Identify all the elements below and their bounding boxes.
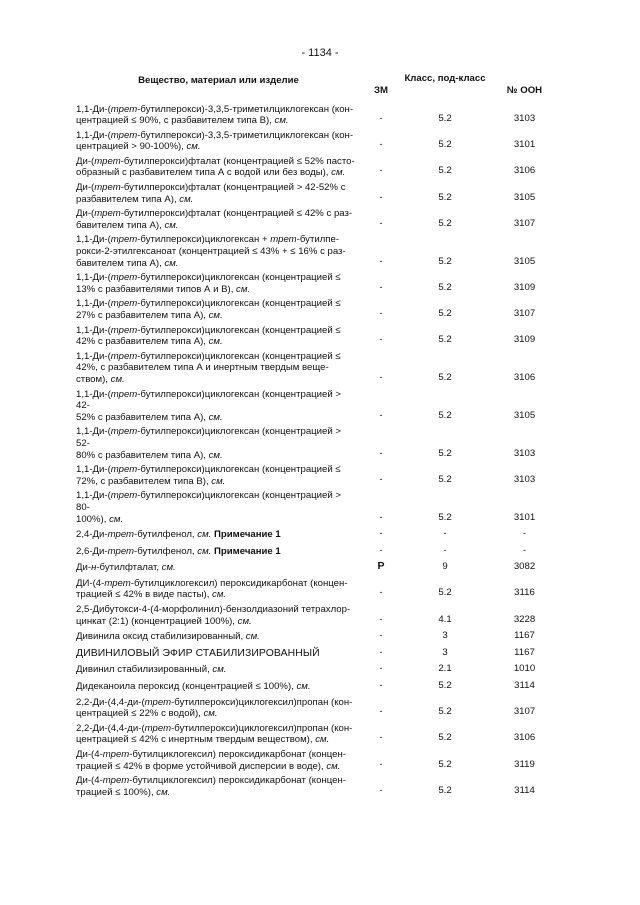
substance-name-cell: 1,1-Ди-(трет-бутилперокси)циклогексан (концентрацией ≤ 42%, с разбавителем типа А и инертным твердым веще- ством), см.: [76, 350, 341, 385]
class-cell: 5.2: [438, 706, 452, 718]
zm-cell: -: [379, 680, 383, 692]
substance-name-cell: ДИВИНИЛОВЫЙ ЭФИР СТАБИЛИЗИРОВАННЫЙ: [76, 647, 320, 659]
table-row: [76, 577, 560, 603]
un-number-cell: 3103: [513, 113, 536, 125]
table-row: [76, 629, 560, 646]
zm-cell: -: [379, 784, 383, 796]
substance-name-cell: 2,2-Ди-(4,4-ди-(трет-бутилперокси)циклогексил)пропан (кон- центрацией ≤ 22% с водой), см.: [76, 696, 353, 720]
class-cell: 5.2: [438, 447, 452, 459]
class-cell: 2.1: [438, 663, 452, 675]
column-header-substance: Вещество, материал или изделие: [138, 75, 299, 86]
zm-cell: -: [379, 281, 383, 293]
zm-cell: -: [379, 663, 383, 675]
un-number-cell: 3105: [513, 409, 536, 421]
table-row: [76, 181, 560, 207]
substance-name-cell: ДИ-(4-трет-бутилциклогексил) пероксидикарбонат (концен- трацией ≤ 42% в виде пасты), см.: [76, 577, 348, 601]
class-cell: 5.2: [438, 139, 452, 151]
un-number-cell: 3103: [513, 473, 536, 485]
class-cell: 3: [442, 646, 448, 658]
table-row: [76, 233, 560, 271]
class-cell: -: [443, 544, 447, 556]
zm-cell: -: [379, 113, 383, 125]
zm-cell: -: [379, 528, 383, 540]
class-cell: 5.2: [438, 680, 452, 692]
class-cell: 5.2: [438, 473, 452, 485]
class-cell: 5.2: [438, 409, 452, 421]
zm-cell: -: [379, 255, 383, 267]
substance-name-cell: 1,1-Ди-(трет-бутилперокси)циклогексан (концентрацией > 80- 100%), см.: [76, 490, 341, 525]
substance-name-cell: 2,2-Ди-(4,4-ди-(трет-бутилперокси)циклогексил)пропан (кон- центрацией ≤ 42% с инертным твердым веществом), см.: [76, 722, 353, 746]
class-cell: 3: [442, 630, 448, 642]
zm-cell: -: [379, 165, 383, 177]
table-row: [76, 207, 560, 233]
un-number-cell: -: [522, 544, 527, 556]
class-cell: 4.1: [438, 613, 452, 625]
un-number-cell: 1167: [514, 646, 535, 658]
table-row: [76, 774, 560, 800]
class-cell: 5.2: [438, 165, 452, 177]
substance-name-cell: 1,1-Ди-(трет-бутилперокси)циклогексан (концентрацией > 42- 52% с разбавителем типа А), см.: [76, 388, 341, 423]
un-number-cell: 3114: [514, 680, 535, 692]
class-cell: -: [443, 528, 447, 540]
table-row: [76, 463, 560, 489]
table-row: [76, 297, 560, 323]
zm-cell: P: [377, 560, 385, 573]
un-number-cell: 3082: [513, 561, 536, 573]
zm-cell: -: [379, 646, 383, 658]
class-cell: 5.2: [438, 255, 452, 267]
table-row: [76, 271, 560, 297]
un-number-cell: 3106: [513, 371, 536, 383]
un-number-cell: 3105: [513, 191, 536, 203]
un-number-cell: -: [522, 528, 527, 540]
substance-name-cell: Ди-(трет-бутилперокси)фталат (концентрацией ≤ 52% пасто- образный с разбавителем типа А с водой или без воды), см.: [76, 155, 355, 179]
substance-name-cell: Ди-(трет-бутилперокси)фталат (концентрацией ≤ 42% с раз- бавителем типа А), см.: [76, 208, 353, 231]
class-cell: 5.2: [438, 511, 452, 523]
class-cell: 9: [442, 561, 448, 573]
substance-name-cell: 1,1-Ди-(трет-бутилперокси)циклогексан + трет-бутилпе- рокси-2-этилгексаноат (концентрацией ≤ 43% + ≤ 16% с раз- бавителем типа А), см.: [76, 234, 346, 269]
zm-cell: -: [379, 511, 383, 523]
table-row: [76, 388, 560, 426]
class-cell: 5.2: [438, 758, 452, 770]
zm-cell: -: [379, 447, 383, 459]
table-row: [76, 425, 560, 463]
zm-cell: -: [379, 587, 383, 599]
column-header-class: Класс, под-класс: [404, 73, 486, 84]
table-row: [76, 679, 560, 696]
zm-cell: -: [379, 371, 383, 383]
un-number-cell: 3105: [513, 255, 536, 267]
class-cell: 5.2: [438, 371, 452, 383]
zm-cell: -: [379, 191, 383, 203]
un-number-cell: 3109: [513, 334, 536, 346]
zm-cell: -: [379, 758, 383, 770]
zm-cell: -: [379, 732, 383, 744]
table-row: [76, 662, 560, 679]
table-row: [76, 696, 560, 722]
zm-cell: -: [379, 217, 383, 229]
un-number-cell: 3116: [514, 587, 535, 599]
table-row: [76, 748, 560, 774]
column-header-un-number: № ООН: [506, 85, 543, 96]
un-number-cell: 3101: [513, 139, 536, 151]
class-cell: 5.2: [438, 732, 452, 744]
class-cell: 5.2: [438, 113, 452, 125]
substance-name-cell: Дивинил стабилизированный, см.: [76, 664, 227, 676]
substance-name-cell: 1,1-Ди-(трет-бутилперокси)циклогексан (концентрацией ≤ 72%, с разбавителем типа В), см.: [76, 464, 341, 487]
class-cell: 5.2: [438, 281, 452, 293]
substance-name-cell: 1,1-Ди-(трет-бутилперокси)циклогексан (концентрацией ≤ 27% с разбавителем типа А), см.: [76, 298, 341, 321]
class-cell: 5.2: [438, 191, 452, 203]
zm-cell: -: [379, 308, 383, 319]
table-row: [76, 544, 560, 561]
un-number-cell: 1167: [514, 630, 535, 642]
substance-name-cell: Ди-н-бутилфталат, см.: [76, 562, 176, 574]
substance-name-cell: Ди-(4-трет-бутилциклогексил) пероксидикарбонат (концен- трацией ≤ 42% в форме устойчивой дисперсии в воде), см.: [76, 749, 346, 772]
table-row: [76, 722, 560, 748]
substance-name-cell: 1,1-Ди-(трет-бутилперокси)-3,3,5-триметилциклогексан (кон- центрацией > 90-100%), см.: [76, 129, 354, 153]
class-cell: 5.2: [438, 217, 452, 229]
zm-cell: -: [379, 409, 383, 421]
column-header-zm: ЗМ: [373, 85, 388, 96]
zm-cell: -: [379, 334, 383, 346]
table-row: [76, 489, 560, 527]
table-row: [76, 603, 560, 629]
un-number-cell: 3109: [513, 281, 536, 293]
zm-cell: -: [379, 706, 383, 718]
class-cell: 5.2: [438, 587, 452, 599]
un-number-cell: 3107: [513, 308, 536, 319]
un-number-cell: 3106: [513, 732, 536, 744]
un-number-cell: 3107: [513, 706, 536, 718]
substance-name-cell: Дивинила оксид стабилизированный, см.: [76, 631, 260, 643]
zm-cell: -: [379, 630, 383, 642]
substance-name-cell: 1,1-Ди-(трет-бутилперокси)циклогексан (концентрацией > 52- 80% с разбавителем типа А), см.: [76, 426, 341, 461]
un-number-cell: 3101: [513, 511, 536, 523]
table-row: [76, 350, 560, 388]
substance-name-cell: 1,1-Ди-(трет-бутилперокси)циклогексан (концентрацией ≤ 13% с разбавителями типов А и В), см.: [76, 272, 341, 295]
un-number-cell: 3106: [513, 165, 536, 177]
substance-name-cell: Ди-(трет-бутилперокси)фталат (концентрацией > 42-52% с разбавителем типа А), см.: [76, 182, 346, 205]
table-row: [76, 324, 560, 350]
table-row: [76, 155, 560, 181]
table-row: [76, 103, 560, 129]
un-number-cell: 3119: [514, 758, 535, 770]
table-row: [76, 129, 560, 155]
substance-name-cell: 2,4-Ди-трет-бутилфенол, см. Примечание 1: [76, 529, 281, 541]
zm-cell: -: [379, 613, 383, 625]
class-cell: 5.2: [438, 334, 452, 346]
table-row: [76, 560, 560, 577]
table-body: [76, 103, 560, 801]
class-cell: 5.2: [438, 784, 452, 796]
substance-name-cell: Дидеканоила пероксид (концентрацией ≤ 100%), см.: [76, 681, 311, 693]
un-number-cell: 1010: [513, 663, 536, 675]
substances-table: [76, 73, 560, 800]
zm-cell: -: [379, 139, 383, 151]
table-row: [76, 527, 560, 544]
un-number-cell: 3228: [513, 613, 536, 625]
substance-name-cell: 2,5-Дибутокси-4-(4-морфолинил)-бензолдиазоний тетрахлор- цинкат (2:1) (концентрацией 100%), см.: [76, 604, 351, 627]
table-header-row: [76, 73, 560, 103]
substance-name-cell: Ди-(4-трет-бутилциклогексил) пероксидикарбонат (концен- трацией ≤ 100%), см.: [76, 775, 346, 798]
substance-name-cell: 1,1-Ди-(трет-бутилперокси)-3,3,5-триметилциклогексан (кон- центрацией ≤ 90%, с разбавителем типа В), см.: [76, 103, 354, 127]
class-cell: 5.2: [438, 308, 452, 319]
un-number-cell: 3114: [514, 784, 535, 796]
un-number-cell: 3103: [513, 447, 536, 459]
substance-name-cell: 2,6-Ди-трет-бутилфенол, см. Примечание 1: [76, 545, 281, 557]
substance-name-cell: 1,1-Ди-(трет-бутилперокси)циклогексан (концентрацией ≤ 42% с разбавителем типа А), см.: [76, 324, 341, 348]
zm-cell: -: [379, 473, 383, 485]
table-row: [76, 646, 560, 663]
page-number: - 1134 -: [301, 47, 339, 59]
un-number-cell: 3107: [513, 217, 536, 229]
zm-cell: -: [379, 544, 383, 556]
